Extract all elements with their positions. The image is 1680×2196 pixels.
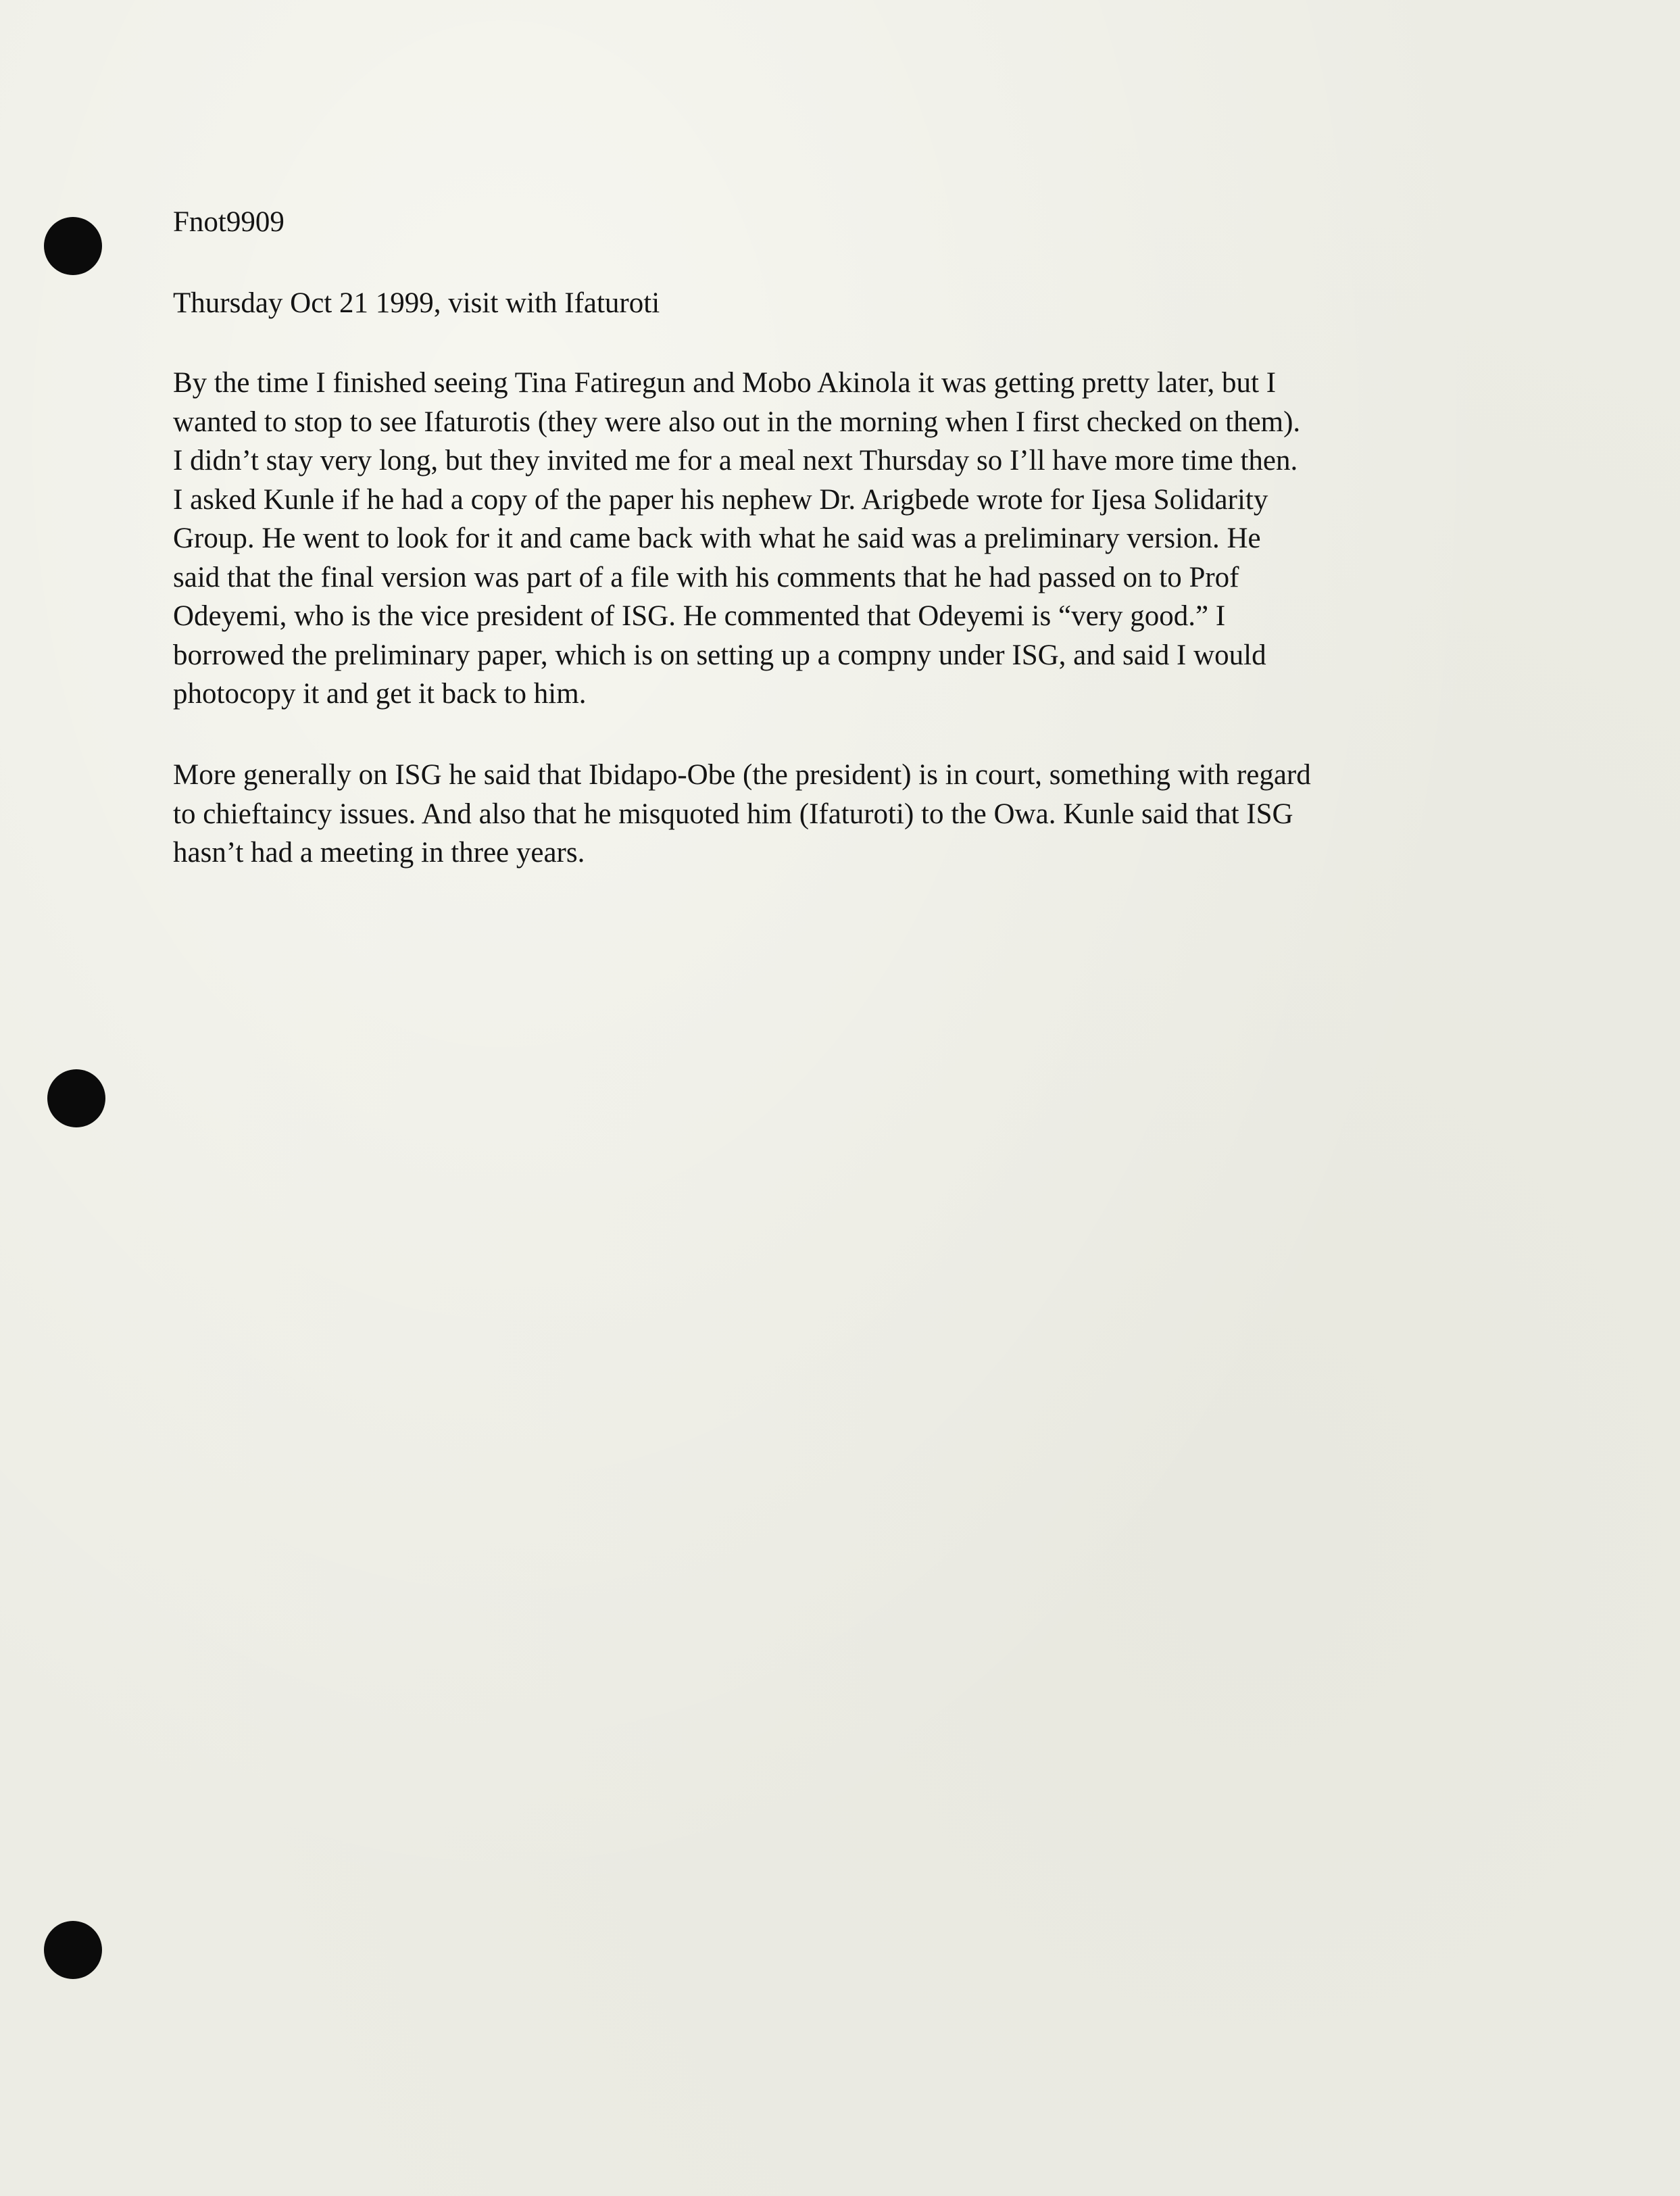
paragraph-line: photocopy it and get it back to him. [173, 678, 587, 710]
paragraph-line: borrowed the preliminary paper, which is on setting up a compny under ISG, and said I would [173, 639, 1266, 671]
paragraph-line: More generally on ISG he said that Ibidapo-Obe (the president) is in court, something with regard [173, 759, 1311, 791]
document-heading: Thursday Oct 21 1999, visit with Ifaturoti [173, 287, 660, 319]
punch-hole-top [44, 217, 102, 275]
paragraph-2 [173, 756, 1311, 873]
paragraph-1 [173, 364, 1300, 714]
paragraph-line: to chieftaincy issues. And also that he misquoted him (Ifaturoti) to the Owa. Kunle said that ISG [173, 798, 1293, 830]
paragraph-line: I didn’t stay very long, but they invited me for a meal next Thursday so I’ll have more time then. [173, 445, 1298, 477]
paragraph-line: By the time I finished seeing Tina Fatiregun and Mobo Akinola it was getting pretty later, but I [173, 367, 1277, 399]
paragraph-line: Group. He went to look for it and came back with what he said was a preliminary version. He [173, 522, 1261, 554]
punch-hole-bottom [44, 1921, 102, 1979]
paragraph-line: Odeyemi, who is the vice president of ISG. He commented that Odeyemi is “very good.” I [173, 600, 1226, 632]
punch-hole-middle [47, 1069, 105, 1127]
paragraph-line: hasn’t had a meeting in three years. [173, 837, 585, 869]
paragraph-line: wanted to stop to see Ifaturotis (they were also out in the morning when I first checked on them). [173, 406, 1301, 438]
document-id: Fnot9909 [173, 206, 285, 238]
paragraph-line: said that the final version was part of a file with his comments that he had passed on to Prof [173, 561, 1239, 593]
paragraph-line: I asked Kunle if he had a copy of the paper his nephew Dr. Arigbede wrote for Ijesa Solidarity [173, 483, 1268, 516]
